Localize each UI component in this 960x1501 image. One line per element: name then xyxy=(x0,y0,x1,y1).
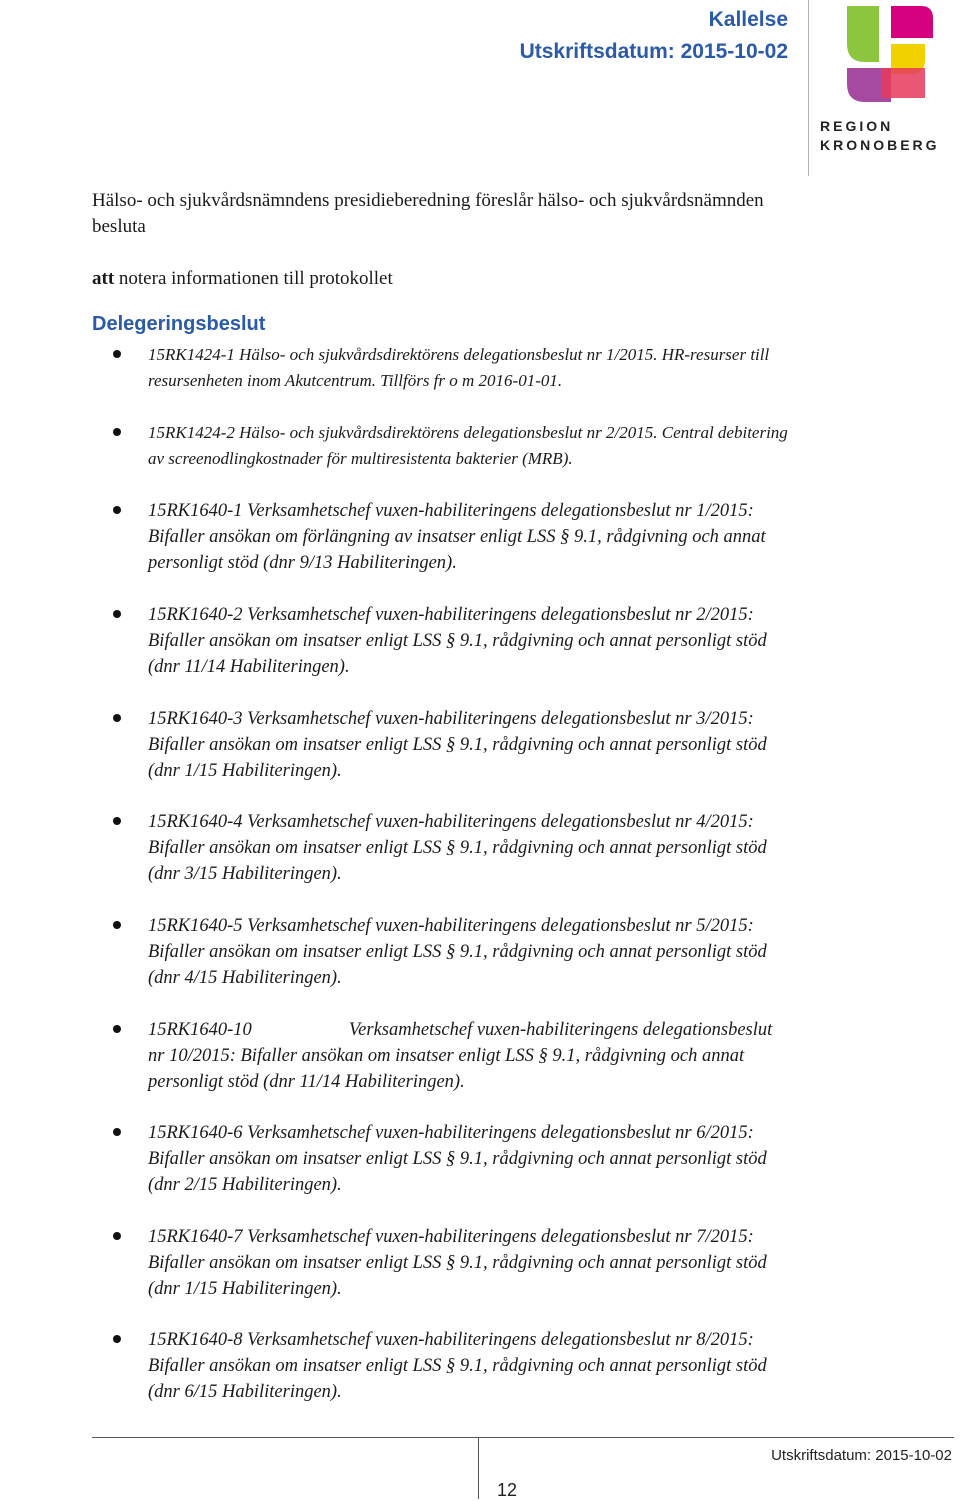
bullet-icon xyxy=(113,610,121,618)
list-item-text: 15RK1640-1 Verksamhetschef vuxen-habiliteringens delegationsbeslut nr 1/2015: Bifaller ansökan om förlängning av insatser enligt LSS § 9.1, rådgivning och annat personligt stöd (dnr 9/13 Habiliteringen). xyxy=(148,501,766,573)
list-item xyxy=(148,1327,793,1405)
list-item xyxy=(148,1224,793,1302)
logo-text-region: REGION xyxy=(820,118,894,134)
logo-mark-icon xyxy=(809,0,960,110)
bullet-icon xyxy=(113,428,121,436)
footer-divider-line xyxy=(92,1437,954,1438)
bullet-icon xyxy=(113,350,121,358)
bullet-icon xyxy=(113,1232,121,1240)
logo-text-kronoberg: KRONOBERG xyxy=(820,137,940,153)
list-item xyxy=(148,420,793,472)
list-item xyxy=(148,498,793,576)
page-number: 12 xyxy=(497,1480,518,1500)
list-item-text: 15RK1424-1 Hälso- och sjukvårdsdirektörens delegationsbeslut nr 1/2015. HR-resurser till resursenheten inom Akutcentrum. Tillförs fr o m 2016-01-01. xyxy=(148,345,770,390)
list-item xyxy=(148,913,793,991)
list-item-text: 15RK1640-6 Verksamhetschef vuxen-habiliteringens delegationsbeslut nr 6/2015: Bifaller ansökan om insatser enligt LSS § 9.1, rådgivning och annat personligt stöd (dnr 2/15 Habiliteringen). xyxy=(148,1123,767,1195)
list-item-text: 15RK1640-8 Verksamhetschef vuxen-habiliteringens delegationsbeslut nr 8/2015: Bifaller ansökan om insatser enligt LSS § 9.1, rådgivning och annat personligt stöd (dnr 6/15 Habiliteringen). xyxy=(148,1330,767,1402)
bullet-icon xyxy=(113,1335,121,1343)
bullet-icon xyxy=(113,506,121,514)
document-type-title: Kallelse xyxy=(708,8,788,31)
bullet-icon xyxy=(113,921,121,929)
list-item-text: 15RK1640-5 Verksamhetschef vuxen-habiliteringens delegationsbeslut nr 5/2015: Bifaller ansökan om insatser enligt LSS § 9.1, rådgivning och annat personligt stöd (dnr 4/15 Habiliteringen). xyxy=(148,916,767,988)
intro-paragraph: Hälso- och sjukvårdsnämndens presidieberedning föreslår hälso- och sjukvårdsnämnden besluta xyxy=(92,190,764,237)
att-text: notera informationen till protokollet xyxy=(114,268,393,289)
list-item-text: 15RK1640-4 Verksamhetschef vuxen-habiliteringens delegationsbeslut nr 4/2015: Bifaller ansökan om insatser enligt LSS § 9.1, rådgivning och annat personligt stöd (dnr 3/15 Habiliteringen). xyxy=(148,812,767,884)
list-item xyxy=(148,809,793,887)
section-heading-delegeringsbeslut: Delegeringsbeslut xyxy=(92,313,266,335)
list-item xyxy=(148,1017,793,1095)
list-item xyxy=(148,342,793,394)
list-item-text: 15RK1640-2 Verksamhetschef vuxen-habiliteringens delegationsbeslut nr 2/2015: Bifaller ansökan om insatser enligt LSS § 9.1, rådgivning och annat personligt stöd (dnr 11/14 Habiliteringen). xyxy=(148,605,767,677)
bullet-icon xyxy=(113,1128,121,1136)
list-item-text: 15RK1640-3 Verksamhetschef vuxen-habiliteringens delegationsbeslut nr 3/2015: Bifaller ansökan om insatser enligt LSS § 9.1, rådgivning och annat personligt stöd (dnr 1/15 Habiliteringen). xyxy=(148,709,767,781)
list-item-text: 15RK1424-2 Hälso- och sjukvårdsdirektörens delegationsbeslut nr 2/2015. Central debitering av screenodlingkostnader för multiresistenta bakterier (MRB). xyxy=(148,423,788,468)
list-item xyxy=(148,706,793,784)
header-print-date: Utskriftsdatum: 2015-10-02 xyxy=(519,40,788,63)
list-item xyxy=(148,602,793,680)
list-item xyxy=(148,1120,793,1198)
att-word: att xyxy=(92,268,115,289)
att-clause xyxy=(92,266,393,292)
footer-print-date: Utskriftsdatum: 2015-10-02 xyxy=(771,1447,952,1464)
bullet-icon xyxy=(113,817,121,825)
list-item-text: 15RK1640-10 Verksamhetschef vuxen-habiliteringens delegationsbeslut nr 10/2015: Bifaller ansökan om insatser enligt LSS § 9.1, rådgivning och annat personligt stöd (dnr 11/14 Habiliteringen). xyxy=(148,1020,777,1092)
footer-vertical-divider xyxy=(478,1437,479,1499)
list-item-text: 15RK1640-7 Verksamhetschef vuxen-habiliteringens delegationsbeslut nr 7/2015: Bifaller ansökan om insatser enligt LSS § 9.1, rådgivning och annat personligt stöd (dnr 1/15 Habiliteringen). xyxy=(148,1227,767,1299)
bullet-icon xyxy=(113,714,121,722)
bullet-icon xyxy=(113,1025,121,1033)
